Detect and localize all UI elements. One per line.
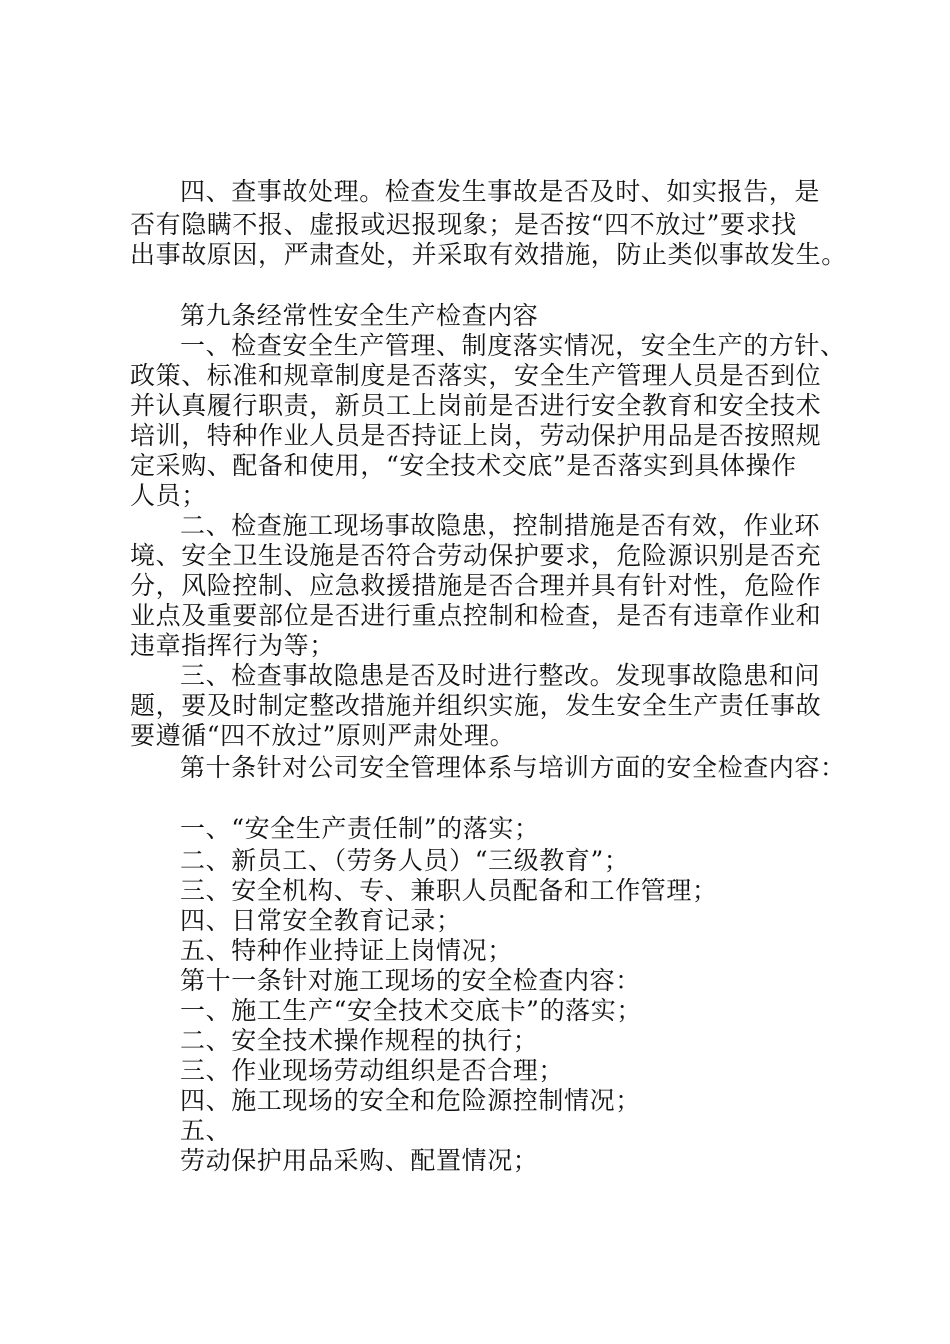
- list-item: 三、安全机构、专、兼职人员配备和工作管理；: [180, 876, 718, 905]
- paragraph-line: 并认真履行职责，新员工上岗前是否进行安全教育和安全技术: [130, 391, 822, 420]
- paragraph-line: 要遵循“四不放过”原则严肃处理。: [130, 721, 516, 750]
- section-heading: 第十一条针对施工现场的安全检查内容：: [180, 966, 641, 995]
- list-item: 一、“安全生产责任制”的落实；: [180, 814, 540, 843]
- paragraph-line: 培训，特种作业人员是否持证上岗，劳动保护用品是否按照规: [130, 421, 822, 450]
- list-item: 五、特种作业持证上岗情况；: [180, 936, 513, 965]
- paragraph-line: 境、安全卫生设施是否符合劳动保护要求，危险源识别是否充: [130, 541, 822, 570]
- list-item: 四、施工现场的安全和危险源控制情况；: [180, 1086, 641, 1115]
- paragraph-line: 二、检查施工现场事故隐患，控制措施是否有效，作业环: [180, 511, 821, 540]
- list-item: 五、: [180, 1116, 232, 1145]
- paragraph-line: 人员；: [130, 481, 207, 510]
- paragraph-line: 业点及重要部位是否进行重点控制和检查，是否有违章作业和: [130, 601, 822, 630]
- paragraph-line: 违章指挥行为等；: [130, 631, 335, 660]
- list-item: 一、施工生产“安全技术交底卡”的落实；: [180, 996, 642, 1025]
- paragraph-line: 否有隐瞒不报、虚报或迟报现象；是否按“四不放过”要求找: [130, 210, 797, 239]
- paragraph-line: 三、检查事故隐患是否及时进行整改。发现事故隐患和问: [180, 661, 821, 690]
- list-item: 二、安全技术操作规程的执行；: [180, 1026, 539, 1055]
- paragraph-line: 四、查事故处理。检查发生事故是否及时、如实报告，是: [180, 177, 821, 206]
- list-item: 劳动保护用品采购、配置情况；: [180, 1146, 539, 1175]
- paragraph-line: 政策、标准和规章制度是否落实，安全生产管理人员是否到位: [130, 361, 822, 390]
- list-item: 三、作业现场劳动组织是否合理；: [180, 1056, 565, 1085]
- section-heading: 第十条针对公司安全管理体系与培训方面的安全检查内容：: [180, 753, 846, 782]
- section-heading: 第九条经常性安全生产检查内容: [180, 301, 539, 330]
- paragraph-line: 定采购、配备和使用，“安全技术交底”是否落实到具体操作: [130, 451, 797, 480]
- list-item: 二、新员工、（劳务人员）“三级教育”；: [180, 846, 630, 875]
- paragraph-line: 题，要及时制定整改措施并组织实施，发生安全生产责任事故: [130, 691, 822, 720]
- paragraph-line: 出事故原因，严肃查处，并采取有效措施，防止类似事故发生。: [130, 240, 847, 269]
- list-item: 四、日常安全教育记录；: [180, 906, 462, 935]
- paragraph-line: 一、检查安全生产管理、制度落实情况，安全生产的方针、: [180, 331, 846, 360]
- paragraph-line: 分，风险控制、应急救援措施是否合理并具有针对性，危险作: [130, 571, 822, 600]
